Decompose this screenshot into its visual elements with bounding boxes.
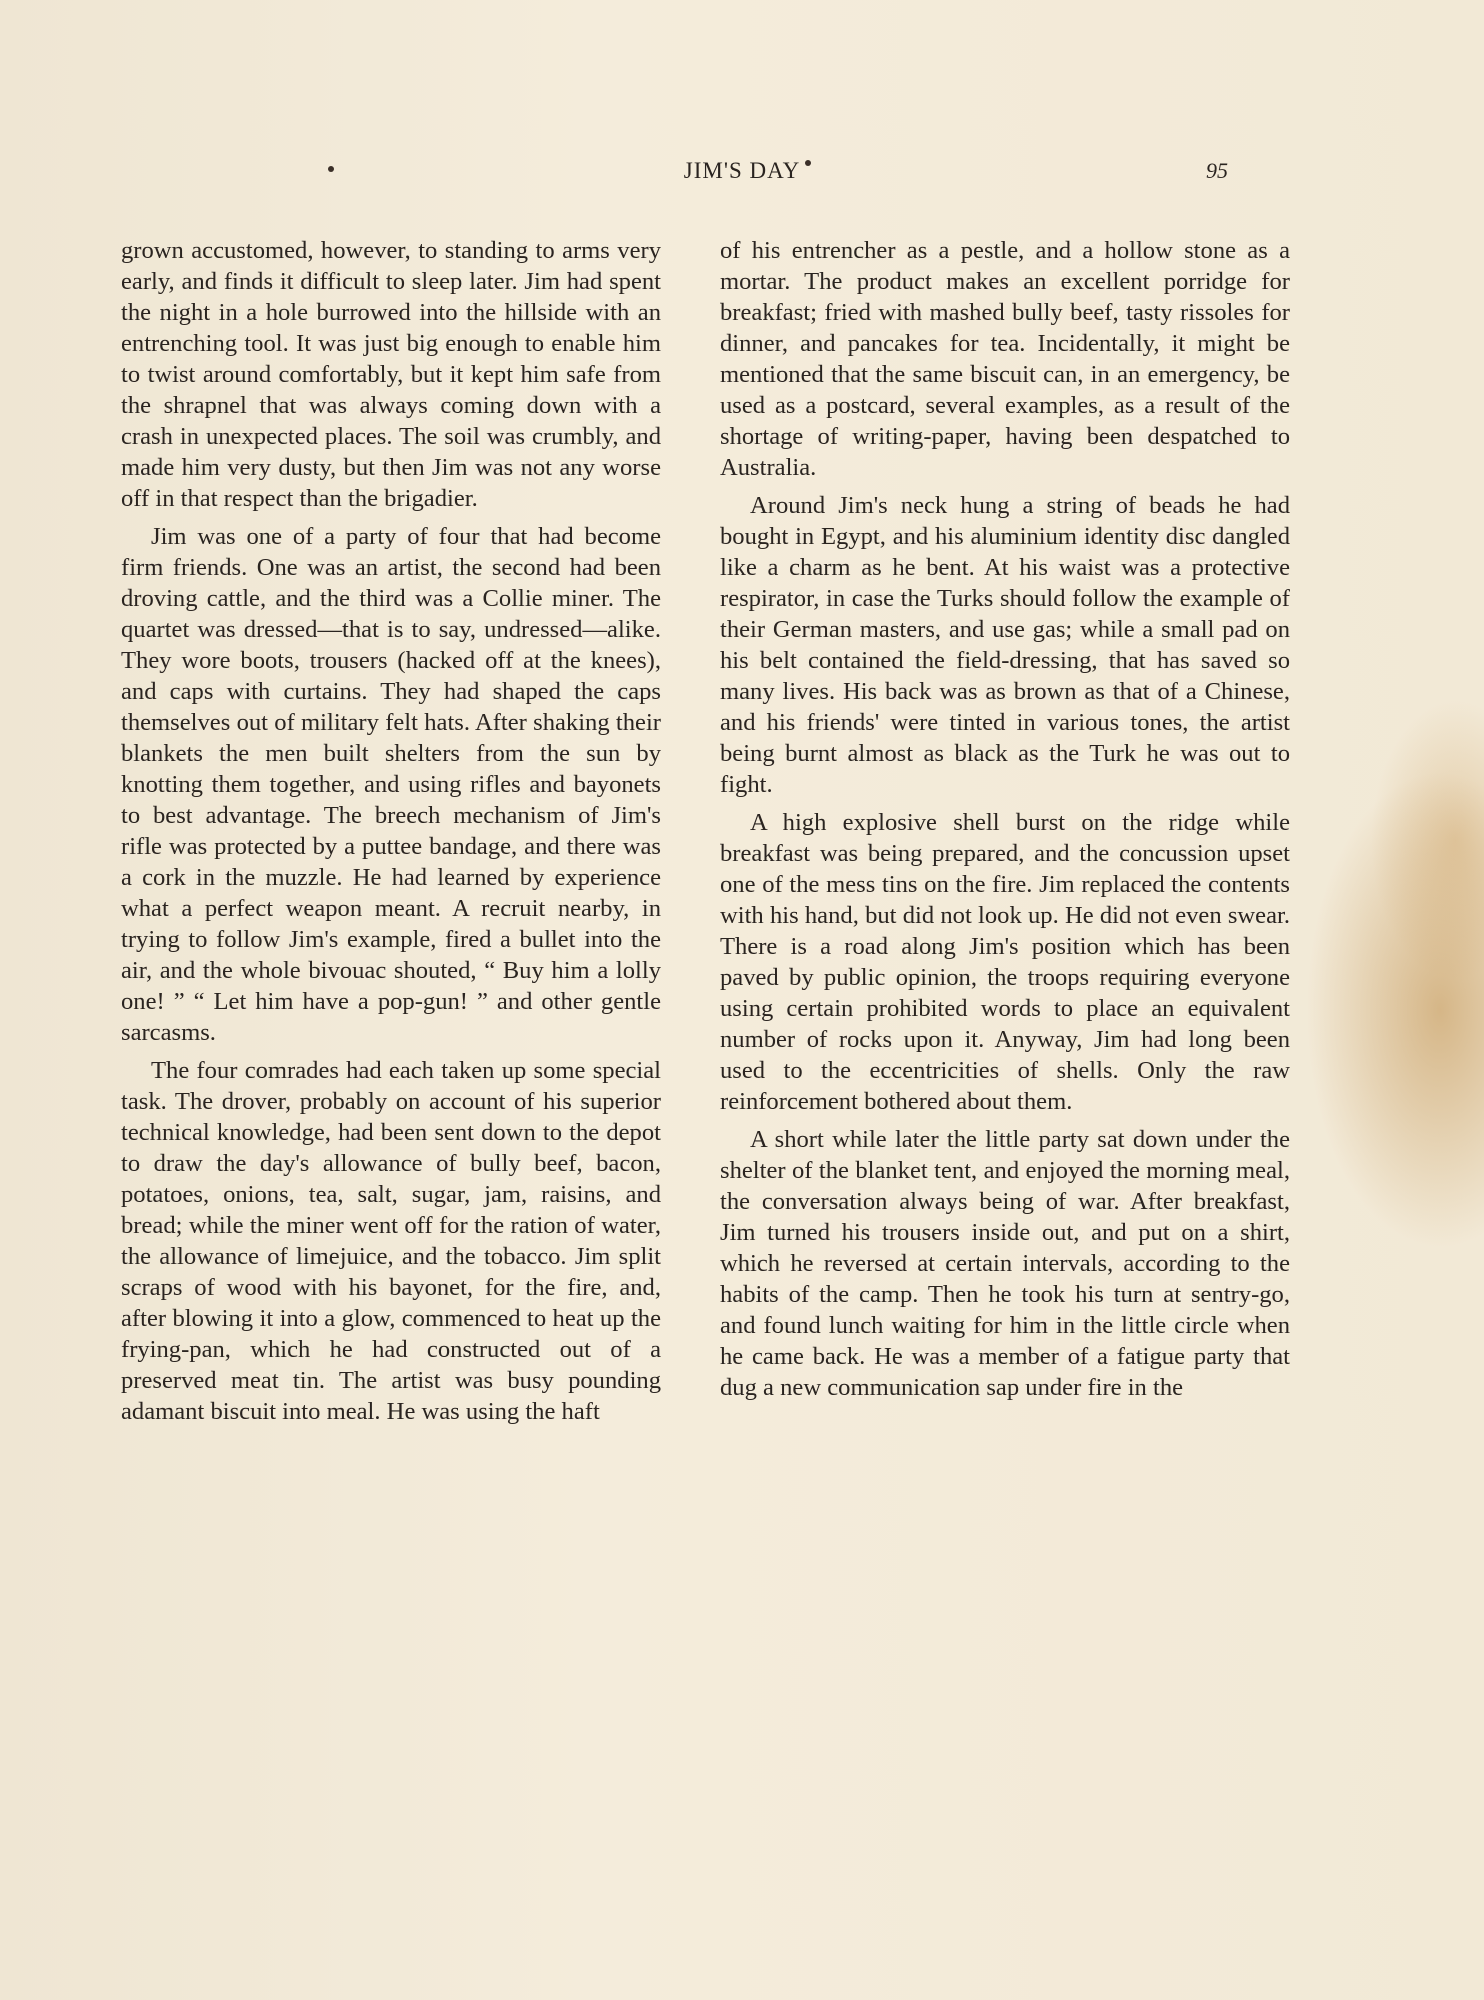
- running-title: JIM'S DAY: [683, 158, 801, 183]
- paragraph: The four comrades had each taken up some special task. The drover, probably on account of his superior technical knowledge, had been sent down to the depot to draw the day's allowance of bully beef, bacon, potatoes, onions, tea, salt, sugar, jam, raisins, and bread; while the miner went off for the ration of water, the allowance of limejuice, and the tobacco. Jim split scraps of wood with his bayonet, for the fire, and, after blowing it into a glow, commenced to heat up the frying-pan, which he had constructed out of a preserved meat tin. The artist was busy pounding adamant biscuit into meal. He was using the haft: [121, 1057, 661, 1425]
- right-column: [720, 235, 1290, 1410]
- paragraph: of his entrencher as a pestle, and a hollow stone as a mortar. The product makes an excellent porridge for breakfast; fried with mashed bully beef, tasty rissoles for dinner, and pancakes for tea. Incidentally, it might be mentioned that the same biscuit can, in an emergency, be used as a postcard, several examples, as a result of the shortage of writing-paper, having been despatched to Australia.: [720, 237, 1290, 481]
- paragraph: A high explosive shell burst on the ridge while breakfast was being prepared, and the concussion upset one of the mess tins on the fire. Jim replaced the contents with his hand, but did not look up. He did not even swear. There is a road along Jim's position which has been paved by public opinion, the troops requiring everyone using certain prohibited words to place an equivalent number of rocks upon it. Anyway, Jim had long been used to the eccentricities of shells. Only the raw reinforcement bothered about them.: [720, 809, 1290, 1115]
- paragraph: A short while later the little party sat down under the shelter of the blanket tent, and enjoyed the morning meal, the conversation always being of war. After breakfast, Jim turned his trousers inside out, and put on a shirt, which he reversed at certain intervals, according to the habits of the camp. Then he took his turn at sentry-go, and found lunch waiting for him in the little circle when he came back. He was a member of a fatigue party that dug a new communication sap under fire in the: [720, 1126, 1290, 1401]
- page-number: 95: [1206, 158, 1228, 183]
- paragraph: grown accustomed, however, to standing to arms very early, and finds it difficult to sleep later. Jim had spent the night in a hole burrowed into the hillside with an entrenching tool. It was just big enough to enable him to twist around comfortably, but it kept him safe from the shrapnel that was always coming down with a crash in unexpected places. The soil was crumbly, and made him very dusty, but then Jim was not any worse off in that respect than the brigadier.: [121, 237, 661, 512]
- paragraph: Around Jim's neck hung a string of beads he had bought in Egypt, and his aluminium identity disc dangled like a charm as he bent. At his waist was a protective respirator, in case the Turks should follow the example of their German masters, and use gas; while a small pad on his belt contained the field-dressing, that has saved so many lives. His back was as brown as that of a Chinese, and his friends' were tinted in various tones, the artist being burnt almost as black as the Turk he was out to fight.: [720, 492, 1290, 798]
- page-header: [0, 158, 1484, 198]
- ornament-dot-right: [805, 160, 811, 166]
- left-column: [121, 235, 661, 1434]
- paragraph: Jim was one of a party of four that had become firm friends. One was an artist, the second had been droving cattle, and the third was a Collie miner. The quartet was dressed—that is to say, undressed—alike. They wore boots, trousers (hacked off at the knees), and caps with curtains. They had shaped the caps themselves out of military felt hats. After shaking their blankets the men built shelters from the sun by knotting them together, and using rifles and bayonets to best advantage. The breech mechanism of Jim's rifle was protected by a puttee bandage, and there was a cork in the muzzle. He had learned by experience what a perfect weapon meant. A recruit nearby, in trying to follow Jim's example, fired a bullet into the air, and the whole bivouac shouted, “ Buy him a lolly one! ” “ Let him have a pop-gun! ” and other gentle sarcasms.: [121, 523, 661, 1046]
